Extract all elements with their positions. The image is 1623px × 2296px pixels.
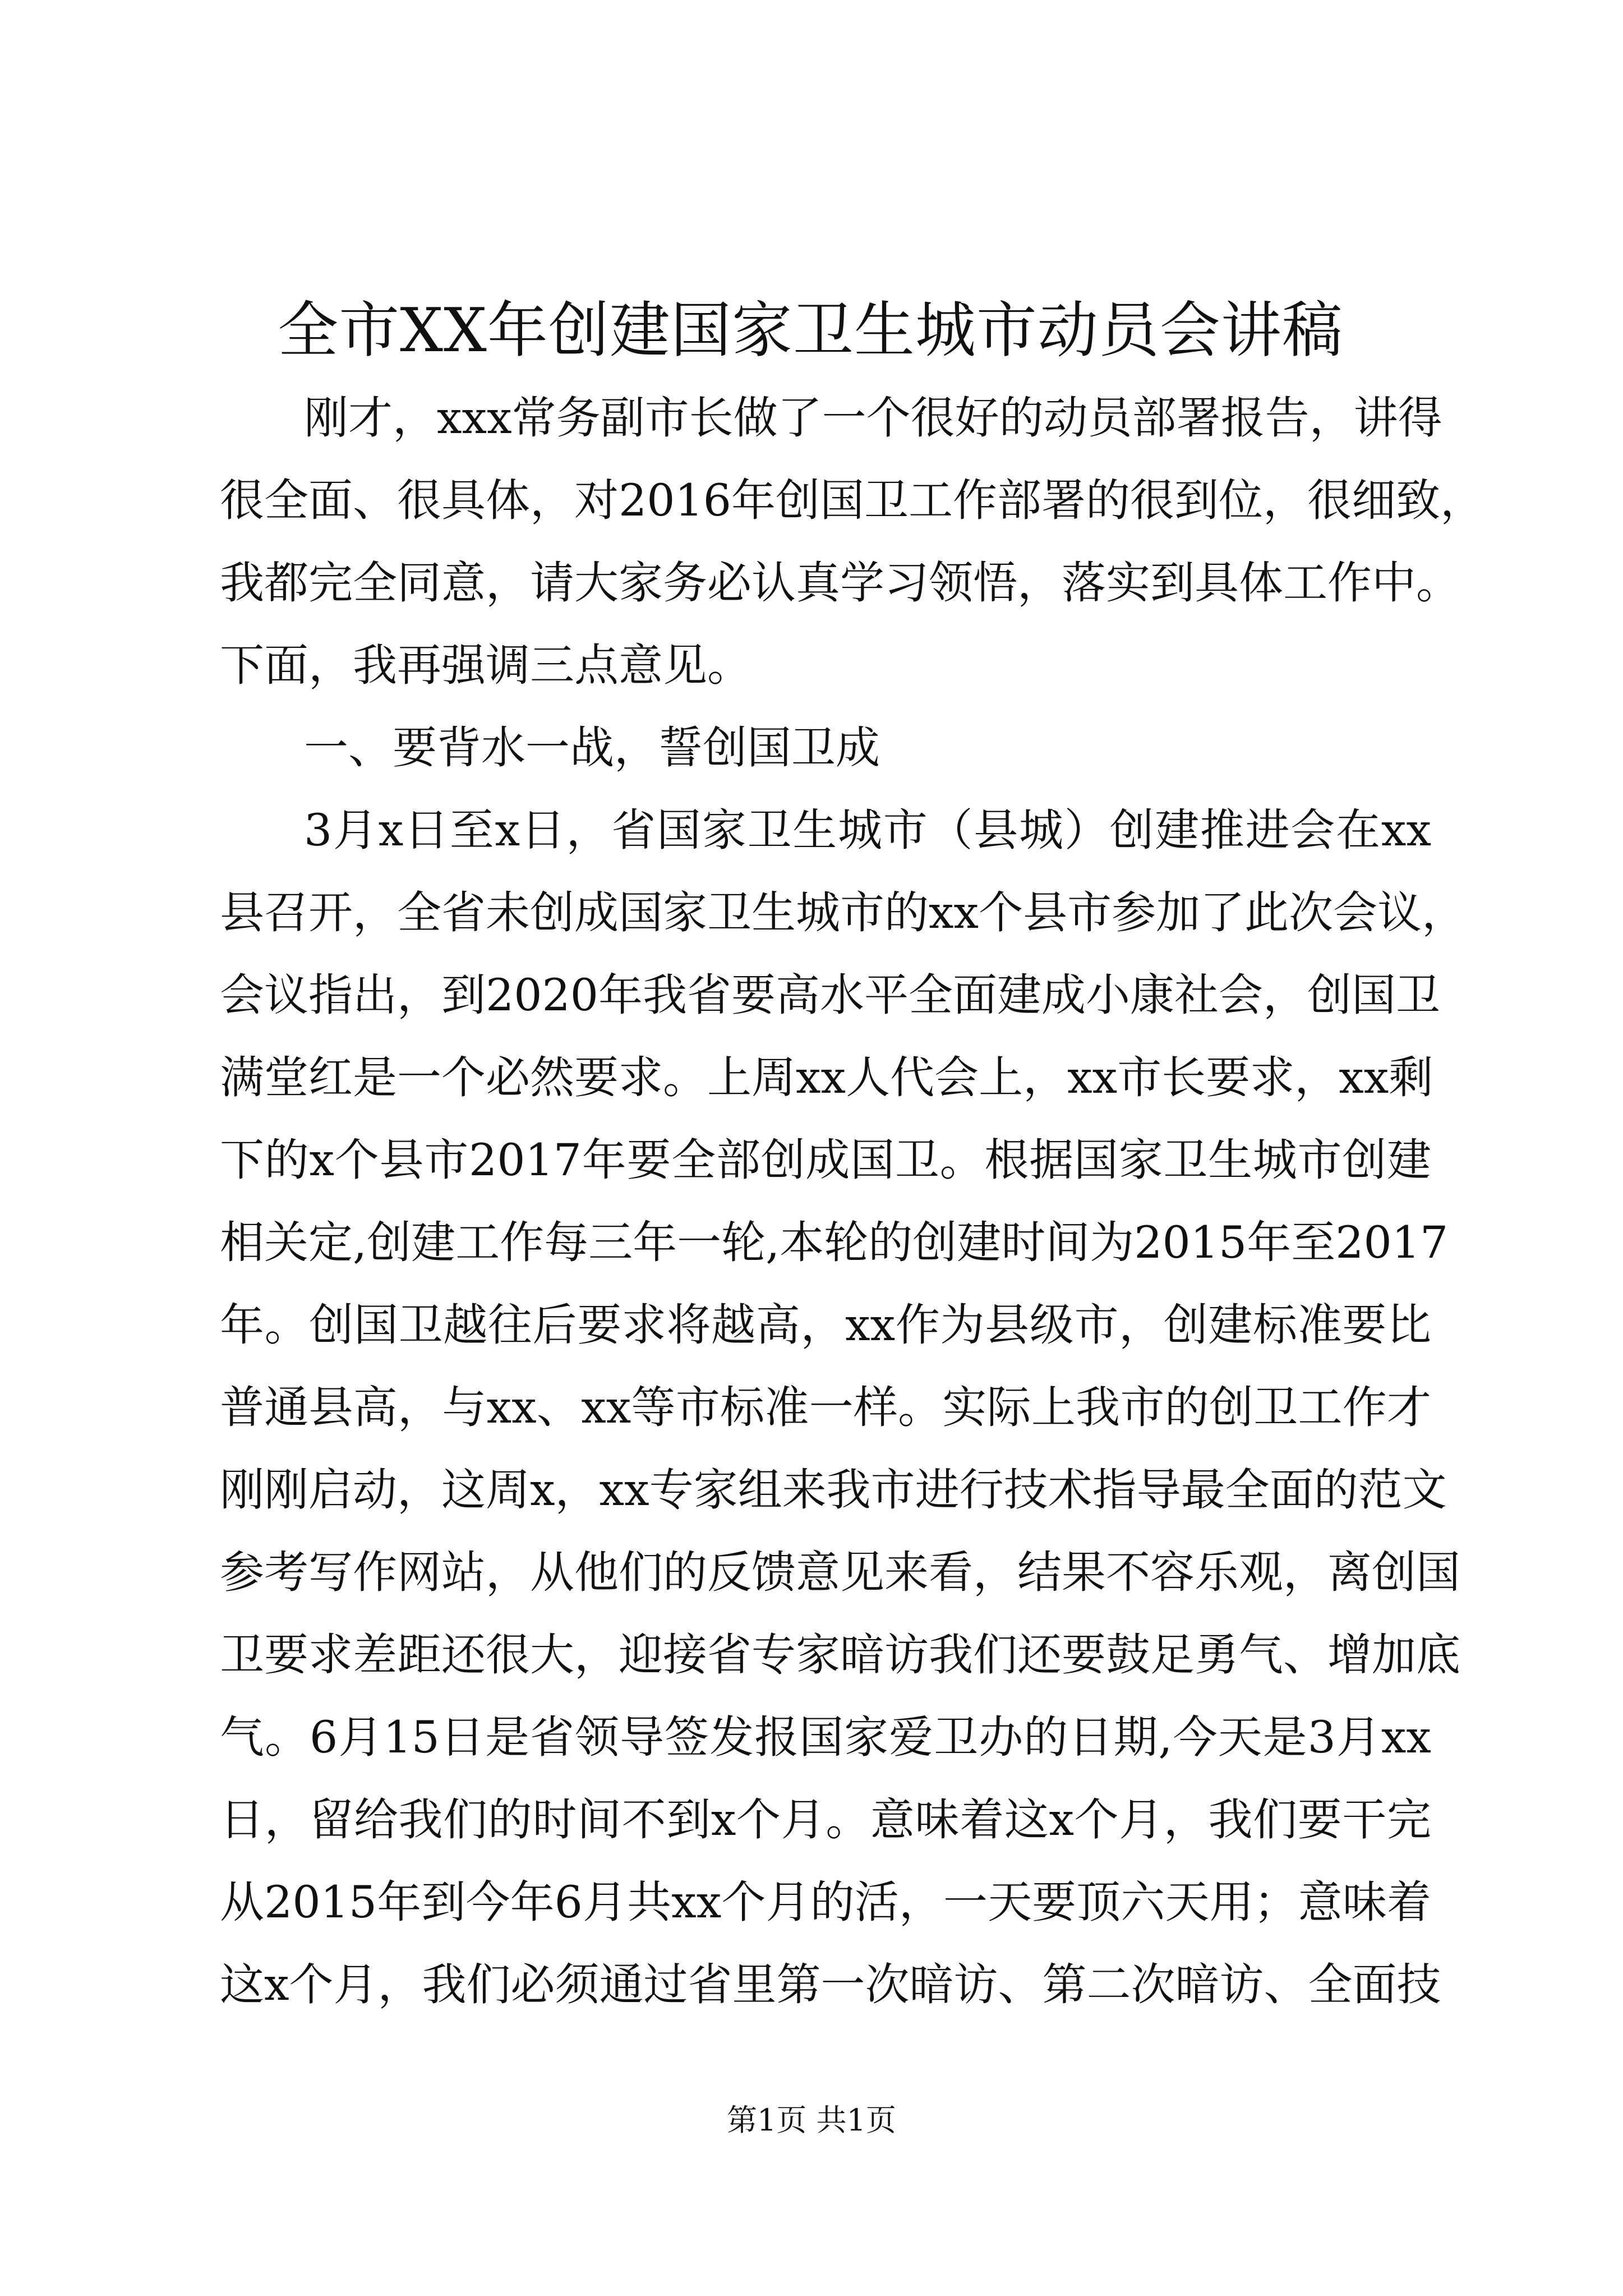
paragraph-line: 气。6月15日是省领导签发报国家爱卫办的日期,今天是3月xx [220,1711,1431,1763]
paragraph-line: 普通县高，与xx、xx等市标准一样。实际上我市的创卫工作才 [220,1382,1431,1433]
paragraph-line: 我都完全同意，请大家务必认真学习领悟，落实到具体工作中。 [220,557,1460,609]
paragraph-line: 参考写作网站，从他们的反馈意见来看，结果不容乐观，离创国 [220,1547,1460,1598]
page-footer: 第1页 共1页 [727,2102,896,2138]
paragraph-line: 刚刚启动，这周x，xx专家组来我市进行技术指导最全面的范文 [220,1464,1447,1516]
paragraph-line: 会议指出，到2020年我省要高水平全面建成小康社会，创国卫 [220,969,1441,1021]
document-title: 全市XX年创建国家卫生城市动员会讲稿 [278,296,1343,366]
paragraph-line: 刚才，xxx常务副市长做了一个很好的动员部署报告，讲得 [304,392,1442,444]
paragraph-line: 这x个月，我们必须通过省里第一次暗访、第二次暗访、全面技 [220,1959,1441,2010]
paragraph-line: 3月x日至x日，省国家卫生城市（县城）创建推进会在xx [304,804,1431,856]
paragraph-line: 日，留给我们的时间不到x个月。意味着这x个月，我们要干完 [220,1794,1431,1846]
paragraph-line: 下的x个县市2017年要全部创成国卫。根据国家卫生城市创建 [220,1134,1431,1186]
paragraph-line: 卫要求差距还很大，迎接省专家暗访我们还要鼓足勇气、增加底 [220,1629,1460,1681]
paragraph-line: 年。创国卫越往后要求将越高，xx作为县级市，创建标准要比 [220,1299,1431,1351]
paragraph-line: 县召开，全省未创成国家卫生城市的xx个县市参加了此次会议， [220,887,1467,938]
document-body [220,377,1485,2026]
paragraph-line: 下面，我再强调三点意见。 [220,639,751,691]
paragraph-line: 满堂红是一个必然要求。上周xx人代会上，xx市长要求，xx剩 [220,1052,1433,1103]
paragraph-line: 从2015年到今年6月共xx个月的活，一天要顶六天用；意味着 [220,1876,1431,1928]
paragraph-line: 相关定,创建工作每三年一轮,本轮的创建时间为2015年至2017 [220,1217,1449,1268]
section-heading: 一、要背水一战，誓创国卫成 [304,722,880,774]
paragraph-line: 很全面、很具体，对2016年创国卫工作部署的很到位，很细致， [220,475,1485,526]
